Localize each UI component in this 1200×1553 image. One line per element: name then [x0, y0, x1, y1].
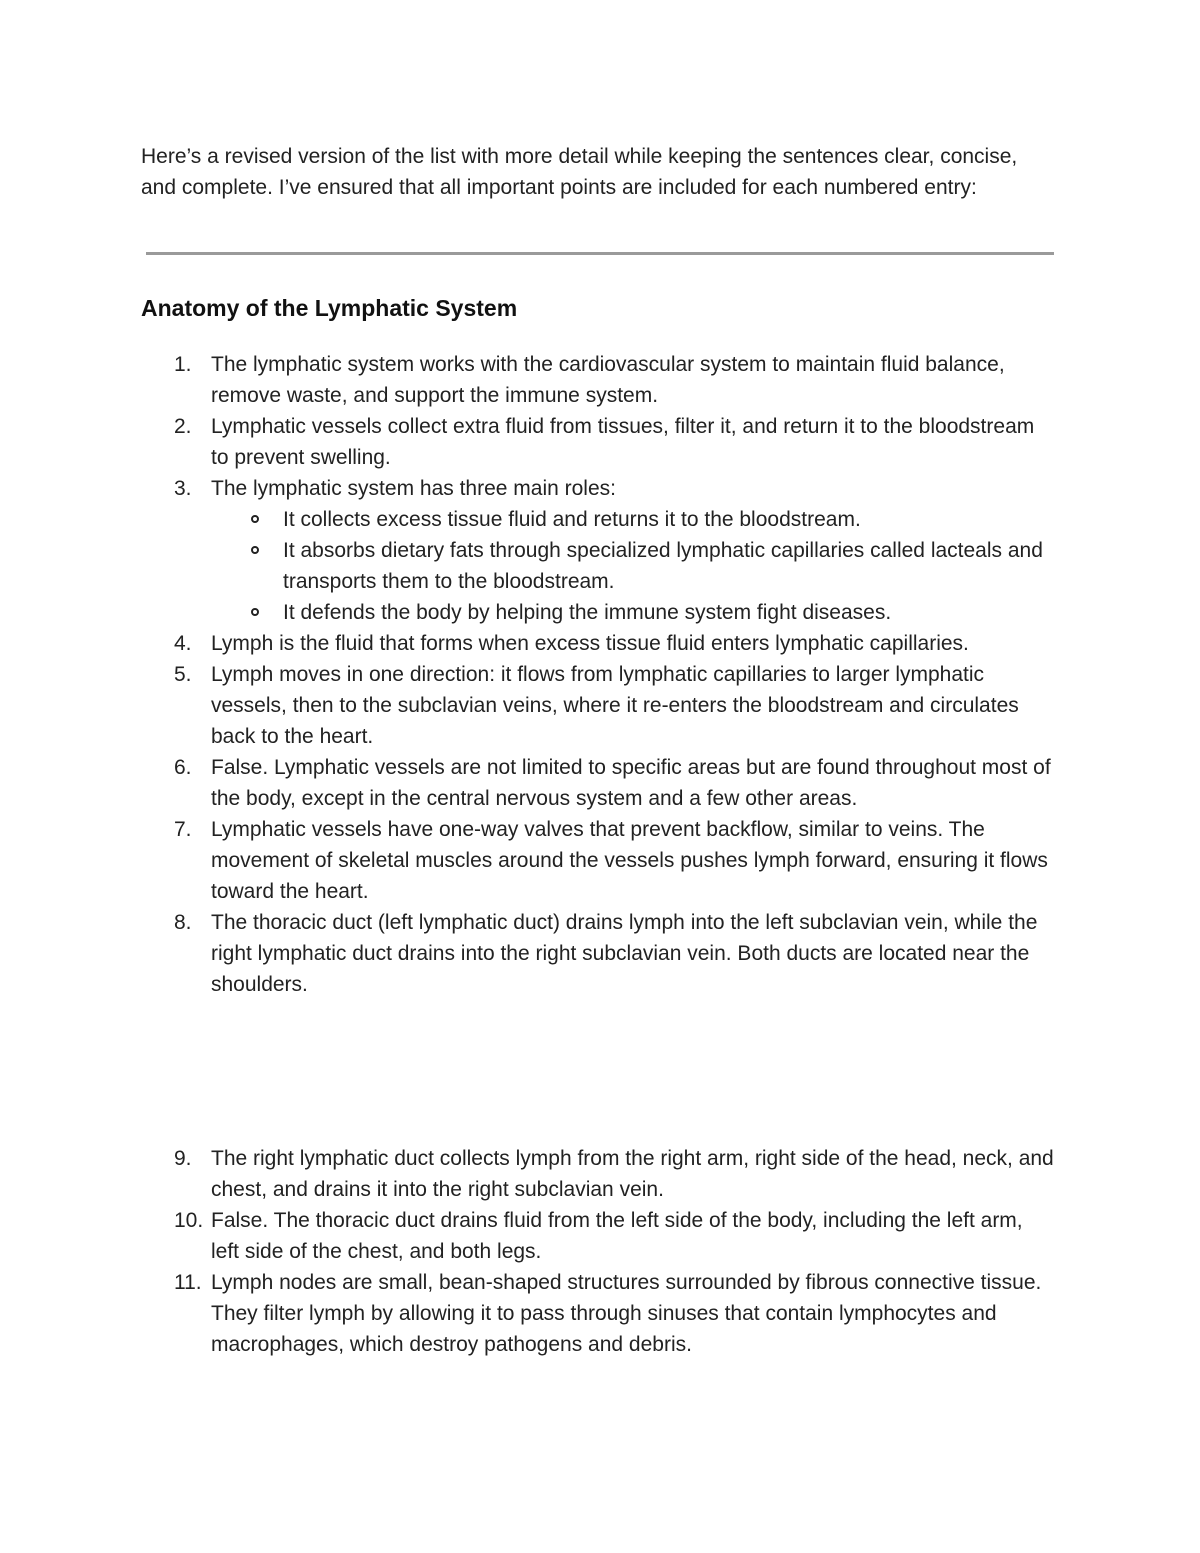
numbered-list [0, 349, 1200, 1000]
intro-paragraph: Here’s a revised version of the list with more detail while keeping the sentences clear, concise, and complete. I’ve ensured that all important points are included for each numbered entry: [141, 145, 1018, 199]
list-item-text: False. Lymphatic vessels are not limited to specific areas but are found throughout most of the body, except in the central nervous system and a few other areas. [211, 756, 1051, 810]
sublist-item-text: It defends the body by helping the immune system fight diseases. [283, 601, 892, 624]
list-item [0, 1205, 1056, 1267]
list-item-number: 9. [174, 1147, 192, 1170]
list-item-text: Lymphatic vessels collect extra fluid from tissues, filter it, and return it to the bloodstream to prevent swelling. [211, 415, 1035, 469]
list-item [0, 1267, 1056, 1360]
list-item [0, 1143, 1056, 1205]
list-item-text: False. The thoracic duct drains fluid from the left side of the body, including the left arm, left side of the chest, and both legs. [211, 1209, 1023, 1263]
list-item-number: 2. [174, 415, 192, 438]
list-item-text: Lymphatic vessels have one-way valves that prevent backflow, similar to veins. The movement of skeletal muscles around the vessels pushes lymph forward, ensuring it flows toward the heart. [211, 818, 1048, 903]
list-item-text: Lymph nodes are small, bean-shaped structures surrounded by fibrous connective tissue. They filter lymph by allowing it to pass through sinuses that contain lymphocytes and macrophages, which destroy pathogens and debris. [211, 1271, 1042, 1356]
list-item-text: Lymph moves in one direction: it flows from lymphatic capillaries to larger lymphatic vessels, then to the subclavian veins, where it re-enters the bloodstream and circulates back to the heart. [211, 663, 1019, 748]
hollow-circle-bullet-icon [251, 608, 259, 616]
list-item-number: 8. [174, 911, 192, 934]
list-item-number: 10. [174, 1209, 204, 1232]
list-item-number: 1. [174, 353, 192, 376]
list-item-number: 5. [174, 663, 192, 686]
sublist-item-text: It absorbs dietary fats through specialized lymphatic capillaries called lacteals and transports them to the bloodstream. [283, 539, 1043, 593]
list-item-text: Lymph is the fluid that forms when excess tissue fluid enters lymphatic capillaries. [211, 632, 969, 655]
list-item [0, 473, 1056, 628]
section-heading: Anatomy of the Lymphatic System [141, 295, 518, 321]
sublist-item-text: It collects excess tissue fluid and returns it to the bloodstream. [283, 508, 861, 531]
list-item [0, 659, 1056, 752]
roles-sublist [211, 504, 1056, 628]
list-item-number: 7. [174, 818, 192, 841]
list-item [0, 907, 1056, 1000]
list-item [0, 752, 1056, 814]
list-item [0, 814, 1056, 907]
list-item [0, 411, 1056, 473]
sublist-item [211, 535, 1043, 597]
list-item-number: 11. [174, 1271, 202, 1294]
list-item-text: The thoracic duct (left lymphatic duct) drains lymph into the left subclavian vein, while the right lymphatic duct drains into the right subclavian vein. Both ducts are located near the shoulders. [211, 911, 1038, 996]
list-item [0, 628, 1056, 659]
list-item-number: 3. [174, 477, 192, 500]
list-item-text: The lymphatic system has three main roles: [211, 477, 616, 500]
sublist-item [211, 504, 1043, 535]
list-item-number: 6. [174, 756, 192, 779]
list-item-text: The right lymphatic duct collects lymph from the right arm, right side of the head, neck, and chest, and drains it into the right subclavian vein. [211, 1147, 1054, 1201]
hollow-circle-bullet-icon [251, 515, 259, 523]
horizontal-divider [146, 252, 1054, 255]
hollow-circle-bullet-icon [251, 546, 259, 554]
numbered-list-continued [0, 1143, 1200, 1360]
list-item-text: The lymphatic system works with the cardiovascular system to maintain fluid balance, remove waste, and support the immune system. [211, 353, 1005, 407]
sublist-item [211, 597, 1043, 628]
list-item-number: 4. [174, 632, 192, 655]
list-item [0, 349, 1056, 411]
